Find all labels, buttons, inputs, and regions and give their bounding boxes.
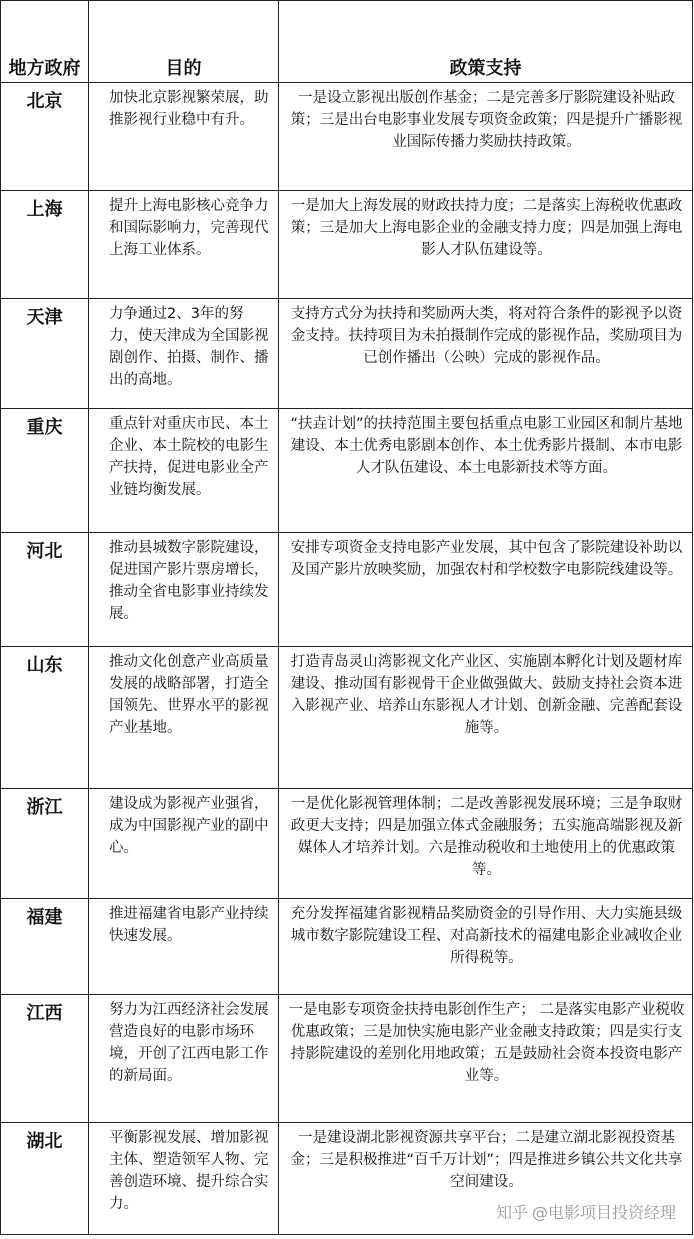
header-goal: 目的 (89, 1, 279, 83)
goal-cell: 平衡影视发展、增加影视主体、塑造领军人物、完善创造环境、提升综合实力。 (89, 1123, 279, 1235)
goal-cell: 推进福建省电影产业持续快速发展。 (89, 899, 279, 995)
policy-cell: 支持方式分为扶持和奖励两大类，将对符合条件的影视予以资金支持。扶持项目为未拍摄制作完成的影视作品，奖励项目为已创作播出（公映）完成的影视作品。 (279, 299, 693, 409)
goal-cell: 建设成为影视产业强省，成为中国影视产业的副中心。 (89, 789, 279, 899)
goal-cell: 重点针对重庆市民、本土企业、本土院校的电影生产扶持，促进电影业全产业链均衡发展。 (89, 409, 279, 533)
table-row (1, 647, 693, 789)
policy-cell: “扶垚计划”的扶持范围主要包括重点电影工业园区和制片基地建设、本土优秀电影剧本创作、本土优秀影片摄制、本市电影人才队伍建设、本土电影新技术等方面。 (279, 409, 693, 533)
policy-cell: 一是加大上海发展的财政扶持力度；二是落实上海税收优惠政策；三是加大上海电影企业的金融支持力度；四是加强上海电影人才队伍建设等。 (279, 191, 693, 299)
region-cell: 山东 (1, 647, 89, 789)
region-cell: 天津 (1, 299, 89, 409)
goal-cell: 努力为江西经济社会发展营造良好的电影市场环境，开创了江西电影工作的新局面。 (89, 995, 279, 1123)
goal-cell: 推动文化创意产业高质量发展的战略部署，打造全国领先、世界水平的影视产业基地。 (89, 647, 279, 789)
region-cell: 北京 (1, 83, 89, 191)
policy-cell: 一是优化影视管理体制；二是改善影视发展环境；三是争取财政更大支持；四是加强立体式金融服务；五实施高端影视及新媒体人才培养计划。六是推动税收和土地使用上的优惠政策等。 (279, 789, 693, 899)
region-cell: 浙江 (1, 789, 89, 899)
zhihu-logo: 知乎 (495, 1203, 528, 1222)
watermark (496, 1200, 676, 1223)
table-row (1, 299, 693, 409)
goal-cell: 加快北京影视繁荣展，助推影视行业稳中有升。 (89, 83, 279, 191)
table-row (1, 899, 693, 995)
policy-cell: 打造青岛灵山湾影视文化产业区、实施剧本孵化计划及题材库建设、推动国有影视骨干企业做强做大、鼓励支持社会资本进入影视产业、培养山东影视人才计划、创新金融、完善配套设施等。 (279, 647, 693, 789)
goal-cell: 提升上海电影核心竞争力和国际影响力，完善现代上海工业体系。 (89, 191, 279, 299)
table-row (1, 995, 693, 1123)
policy-cell: 一是设立影视出版创作基金；二是完善多厅影院建设补贴政策；三是出台电影事业发展专项资金政策；四是提升广播影视业国际传播力奖励扶持政策。 (279, 83, 693, 191)
table-row (1, 789, 693, 899)
table-row (1, 191, 693, 299)
policy-cell: 充分发挥福建省影视精品奖励资金的引导作用、大力实施县级城市数字影院建设工程、对高新技术的福建电影企业减收企业所得税等。 (279, 899, 693, 995)
region-cell: 湖北 (1, 1123, 89, 1235)
region-cell: 重庆 (1, 409, 89, 533)
policy-cell: 一是电影专项资金扶持电影创作生产； 二是落实电影产业税收优惠政策；三是加快实施电影产业金融支持政策；四是实行支持影院建设的差别化用地政策；五是鼓励社会资本投资电影产业等。 (279, 995, 693, 1123)
region-cell: 河北 (1, 533, 89, 647)
goal-cell: 推动县城数字影院建设，促进国产影片票房增长，推动全省电影事业持续发展。 (89, 533, 279, 647)
policy-cell: 一是建设湖北影视资源共享平台；二是建立湖北影视投资基金；三是积极推进“百千万计划”；四是推进乡镇公共文化共享空间建设。 (279, 1123, 693, 1235)
table-row (1, 533, 693, 647)
region-cell: 上海 (1, 191, 89, 299)
watermark-author: @电影项目投资经理 (531, 1203, 676, 1222)
region-cell: 福建 (1, 899, 89, 995)
region-cell: 江西 (1, 995, 89, 1123)
header-policy: 政策支持 (279, 1, 693, 83)
header-region: 地方政府 (1, 1, 89, 83)
goal-cell: 力争通过2、3年的努力，使天津成为全国影视剧创作、拍摄、制作、播出的高地。 (89, 299, 279, 409)
table-row (1, 409, 693, 533)
table-header-row (1, 1, 693, 83)
table-row (1, 83, 693, 191)
policy-cell: 安排专项资金支持电影产业发展，其中包含了影院建设补助以及国产影片放映奖励，加强农村和学校数字电影院线建设等。 (279, 533, 693, 647)
